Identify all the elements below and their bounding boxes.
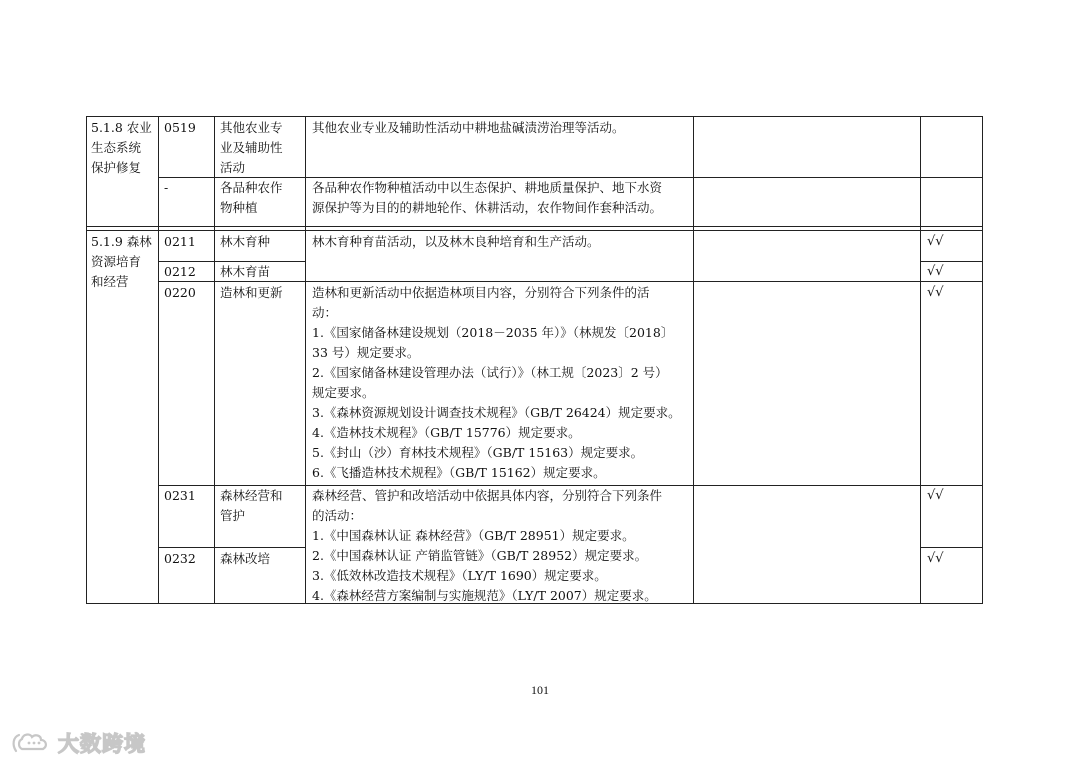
watermark-text: 大数跨境 — [58, 732, 146, 756]
industry-name-line: 管护 — [220, 508, 246, 523]
industry-name-line: 各品种农作 — [220, 180, 283, 195]
industry-name — [220, 549, 304, 569]
section-title-line: 生态系统 — [91, 140, 142, 155]
cloud-logo-icon — [10, 729, 54, 757]
check-mark: √√ — [927, 488, 944, 503]
industry-name — [220, 118, 304, 178]
activity-description — [312, 118, 692, 138]
description-line: 2.《国家储备林建设管理办法（试行）》（林工规〔2023〕2 号） — [312, 365, 668, 380]
description-line: 动： — [312, 305, 338, 320]
industry-name-line: 造林和更新 — [220, 285, 283, 300]
industry-code: 0211 — [164, 234, 196, 249]
industry-name — [220, 178, 304, 218]
description-line: 规定要求。 — [312, 385, 375, 400]
section-title — [91, 118, 157, 178]
description-line: 3.《森林资源规划设计调查技术规程》（GB/T 26424）规定要求。 — [312, 405, 681, 420]
description-line: 33 号）规定要求。 — [312, 345, 420, 360]
check-mark: √√ — [927, 264, 944, 279]
description-line: 2.《中国森林认证 产销监管链》（GB/T 28952）规定要求。 — [312, 548, 648, 563]
industry-name-line: 其他农业专 — [220, 120, 283, 135]
industry-name-line: 活动 — [220, 160, 246, 175]
description-line: 1.《中国森林认证 森林经营》（GB/T 28951）规定要求。 — [312, 528, 635, 543]
industry-name — [220, 283, 304, 303]
description-line: 造林和更新活动中依据造林项目内容，分别符合下列条件的活 — [312, 285, 650, 300]
industry-name-line: 林木育种 — [220, 234, 271, 249]
description-line: 各品种农作物种植活动中以生态保护、耕地质量保护、地下水资 — [312, 180, 663, 195]
section-title-line: 5.1.9 森林 — [91, 234, 152, 249]
industry-name — [220, 262, 304, 282]
industry-name-line: 业及辅助性 — [220, 140, 283, 155]
watermark — [10, 728, 146, 758]
industry-name-line: 物种植 — [220, 200, 258, 215]
description-line: 森林经营、管护和改培活动中依据具体内容，分别符合下列条件 — [312, 488, 663, 503]
section-title — [91, 232, 157, 292]
description-line: 林木育种育苗活动，以及林木良种培育和生产活动。 — [312, 234, 600, 249]
industry-code: 0232 — [164, 551, 196, 566]
industry-name-line: 森林经营和 — [220, 488, 283, 503]
activity-description — [312, 486, 692, 606]
industry-code: 0231 — [164, 488, 196, 503]
description-line: 3.《低效林改造技术规程》（LY/T 1690）规定要求。 — [312, 568, 607, 583]
activity-description — [312, 232, 692, 252]
section-title-line: 和经营 — [91, 274, 129, 289]
check-mark: √√ — [927, 234, 944, 249]
section-title-line: 保护修复 — [91, 160, 142, 175]
activity-description — [312, 178, 692, 218]
description-line: 源保护等为目的的耕地轮作、休耕活动，农作物间作套种活动。 — [312, 200, 663, 215]
description-line: 4.《造林技术规程》（GB/T 15776）规定要求。 — [312, 425, 581, 440]
description-line: 6.《飞播造林技术规程》（GB/T 15162）规定要求。 — [312, 465, 606, 480]
industry-name-line: 林木育苗 — [220, 264, 271, 279]
description-line: 1.《国家储备林建设规划（2018－2035 年）》（林规发〔2018〕 — [312, 325, 674, 340]
activity-description — [312, 283, 692, 483]
page-number: 101 — [531, 683, 549, 697]
industry-name-line: 森林改培 — [220, 551, 271, 566]
industry-code: 0519 — [164, 120, 196, 135]
check-mark: √√ — [927, 551, 944, 566]
description-line: 的活动： — [312, 508, 363, 523]
description-line: 4.《森林经营方案编制与实施规范》（LY/T 2007）规定要求。 — [312, 588, 657, 603]
industry-code: 0220 — [164, 285, 196, 300]
check-mark: √√ — [927, 285, 944, 300]
section-title-line: 资源培育 — [91, 254, 142, 269]
description-line: 其他农业专业及辅助性活动中耕地盐碱渍涝治理等活动。 — [312, 120, 625, 135]
section-title-line: 5.1.8 农业 — [91, 120, 152, 135]
description-line: 5.《封山（沙）育林技术规程》（GB/T 15163）规定要求。 — [312, 445, 644, 460]
industry-code: - — [164, 180, 169, 195]
industry-name — [220, 486, 304, 526]
industry-name — [220, 232, 304, 252]
industry-code: 0212 — [164, 264, 196, 279]
